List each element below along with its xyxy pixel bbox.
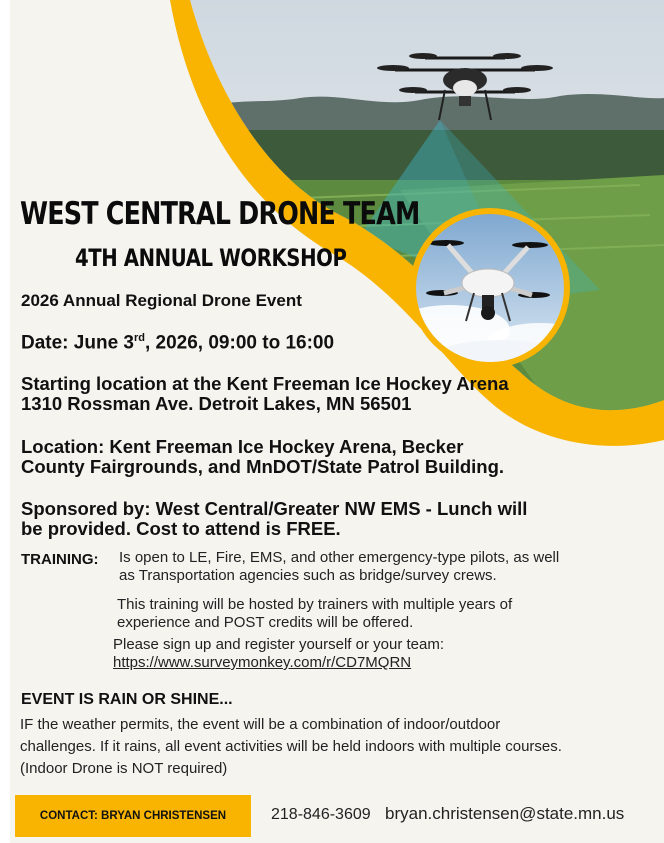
hosted-line-1: This training will be hosted by trainers with multiple years of bbox=[117, 596, 513, 613]
location-line-2: County Fairgrounds, and MnDOT/State Patrol Building. bbox=[21, 456, 505, 477]
contact-label: CONTACT: BRYAN CHRISTENSEN bbox=[39, 810, 227, 822]
training-description bbox=[119, 549, 639, 585]
page-title: WEST CENTRAL DRONE TEAM bbox=[20, 196, 420, 232]
hosted-line-2: experience and POST credits will be offered. bbox=[117, 614, 414, 631]
rain-line-2: challenges. If it rains, all event activities will be held indoors with multiple courses. bbox=[20, 738, 562, 755]
start-line-1: Starting location at the Kent Freeman Ice Hockey Arena bbox=[21, 373, 509, 394]
date-rest: , 2026, 09:00 to 16:00 bbox=[144, 332, 335, 354]
contact-box bbox=[15, 795, 251, 837]
sponsor-line-2: be provided. Cost to attend is FREE. bbox=[21, 518, 341, 539]
signup-link[interactable]: https://www.surveymonkey.com/r/CD7MQRN bbox=[113, 654, 412, 671]
contact-email[interactable]: bryan.christensen@state.mn.us bbox=[385, 804, 625, 823]
starting-location bbox=[21, 374, 509, 414]
page-subtitle: 4TH ANNUAL WORKSHOP bbox=[75, 244, 347, 272]
contact-phone[interactable]: 218-846-3609 bbox=[271, 806, 371, 823]
event-location bbox=[21, 437, 504, 477]
date-prefix: Date: June 3 bbox=[21, 332, 134, 354]
date-suffix: rd bbox=[133, 332, 145, 344]
training-label: TRAINING: bbox=[21, 551, 99, 568]
signup-text: Please sign up and register yourself or your team: bbox=[113, 636, 445, 653]
rain-line-1: IF the weather permits, the event will be a combination of indoor/outdoor bbox=[20, 716, 501, 733]
training-line-2: as Transportation agencies such as bridge/survey crews. bbox=[119, 567, 497, 584]
rain-description bbox=[20, 714, 650, 780]
rain-heading: EVENT IS RAIN OR SHINE... bbox=[21, 691, 233, 708]
sponsor-info bbox=[21, 499, 527, 539]
event-date bbox=[21, 332, 334, 354]
training-hosted bbox=[117, 596, 607, 632]
sponsor-line-1: Sponsored by: West Central/Greater NW EMS - Lunch will bbox=[21, 498, 528, 519]
training-line-1: Is open to LE, Fire, EMS, and other emergency-type pilots, as well bbox=[119, 549, 560, 566]
rain-line-3: (Indoor Drone is NOT required) bbox=[20, 760, 228, 777]
location-line-1: Location: Kent Freeman Ice Hockey Arena, Becker bbox=[21, 436, 464, 457]
event-name: 2026 Annual Regional Drone Event bbox=[21, 291, 302, 310]
start-line-2: 1310 Rossman Ave. Detroit Lakes, MN 56501 bbox=[21, 393, 412, 414]
